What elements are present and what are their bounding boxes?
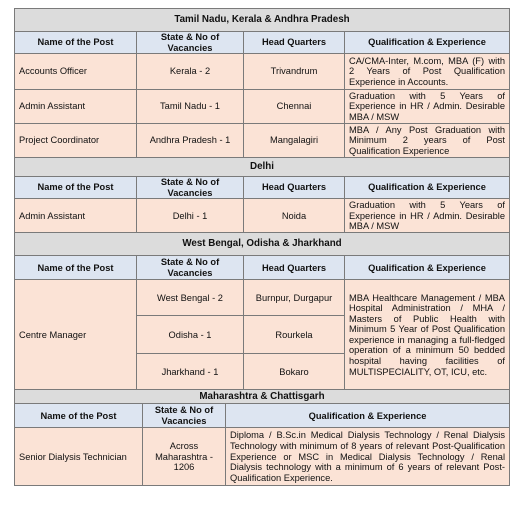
qualification-cell: Graduation with 5 Years of Experience in HR / Admin. Desirable MBA / MSW (345, 199, 510, 233)
region-row (15, 158, 510, 177)
qualification-cell: MBA / Any Post Graduation with Minimum 2 years of Post Qualification Experience (345, 124, 510, 158)
post-cell: Centre Manager (15, 280, 137, 390)
col-hq-header: Head Quarters (244, 32, 345, 54)
region-row (15, 390, 510, 404)
vacancy-table (14, 8, 510, 390)
col-qualification-header: Qualification & Experience (226, 404, 510, 428)
post-cell: Project Coordinator (15, 124, 137, 158)
region-title: West Bengal, Odisha & Jharkhand (15, 233, 510, 256)
hq-cell: Rourkela (244, 316, 345, 354)
col-vacancies-header: State & No of Vacancies (137, 177, 244, 199)
vacancies-cell: Jharkhand - 1 (137, 354, 244, 390)
table-row (15, 428, 510, 486)
hq-cell: Bokaro (244, 354, 345, 390)
vacancies-cell: Odisha - 1 (137, 316, 244, 354)
qualification-cell: MBA Healthcare Management / MBA Hospital Administration / MHA / Masters of Public Health with Minimum 5 Year of Post Qualification experience in managing a full-fledged operation of a minimum 50 bedded hospital having facilities of MULTISPECIALITY, OT, ICU, etc. (345, 280, 510, 390)
qualification-cell: Diploma / B.Sc.in Medical Dialysis Technology / Renal Dialysis Technology with minimum of 8 years of relevant Post-Qualification Experience or MSC in Medical Dialysis Technology / Renal Dialysis technology with a minimum of 6 years of relevant Post-Qualification Experience. (226, 428, 510, 486)
col-hq-header: Head Quarters (244, 177, 345, 199)
vacancies-cell: Across Maharashtra - 1206 (143, 428, 226, 486)
header-row (15, 32, 510, 54)
qualification-cell: Graduation with 5 Years of Experience in HR / Admin. Desirable MBA / MSW (345, 90, 510, 124)
hq-cell: Trivandrum (244, 54, 345, 90)
region-title: Maharashtra & Chattisgarh (15, 390, 510, 404)
col-qualification-header: Qualification & Experience (345, 32, 510, 54)
post-cell: Accounts Officer (15, 54, 137, 90)
recruitment-document (14, 8, 509, 486)
post-cell: Senior Dialysis Technician (15, 428, 143, 486)
region-row (15, 233, 510, 256)
col-vacancies-header: State & No of Vacancies (137, 256, 244, 280)
table-row (15, 90, 510, 124)
header-row (15, 404, 510, 428)
region-title: Delhi (15, 158, 510, 177)
qualification-cell: CA/CMA-Inter, M.com, MBA (F) with 2 Years of Post Qualification Experience in Accounts. (345, 54, 510, 90)
post-cell: Admin Assistant (15, 199, 137, 233)
col-vacancies-header: State & No of Vacancies (137, 32, 244, 54)
table-row (15, 124, 510, 158)
col-post-header: Name of the Post (15, 404, 143, 428)
header-row (15, 177, 510, 199)
region-row (15, 9, 510, 32)
vacancies-cell: Delhi - 1 (137, 199, 244, 233)
hq-cell: Chennai (244, 90, 345, 124)
hq-cell: Burnpur, Durgapur (244, 280, 345, 316)
post-cell: Admin Assistant (15, 90, 137, 124)
hq-cell: Noida (244, 199, 345, 233)
col-vacancies-header: State & No of Vacancies (143, 404, 226, 428)
col-post-header: Name of the Post (15, 32, 137, 54)
hq-cell: Mangalagiri (244, 124, 345, 158)
vacancies-cell: Andhra Pradesh - 1 (137, 124, 244, 158)
vacancies-cell: Tamil Nadu - 1 (137, 90, 244, 124)
region-title: Tamil Nadu, Kerala & Andhra Pradesh (15, 9, 510, 32)
table-row (15, 280, 510, 316)
vacancy-table-maharashtra (14, 389, 510, 486)
col-qualification-header: Qualification & Experience (345, 256, 510, 280)
col-qualification-header: Qualification & Experience (345, 177, 510, 199)
vacancies-cell: Kerala - 2 (137, 54, 244, 90)
col-hq-header: Head Quarters (244, 256, 345, 280)
col-post-header: Name of the Post (15, 177, 137, 199)
table-row (15, 54, 510, 90)
header-row (15, 256, 510, 280)
vacancies-cell: West Bengal - 2 (137, 280, 244, 316)
table-row (15, 199, 510, 233)
col-post-header: Name of the Post (15, 256, 137, 280)
